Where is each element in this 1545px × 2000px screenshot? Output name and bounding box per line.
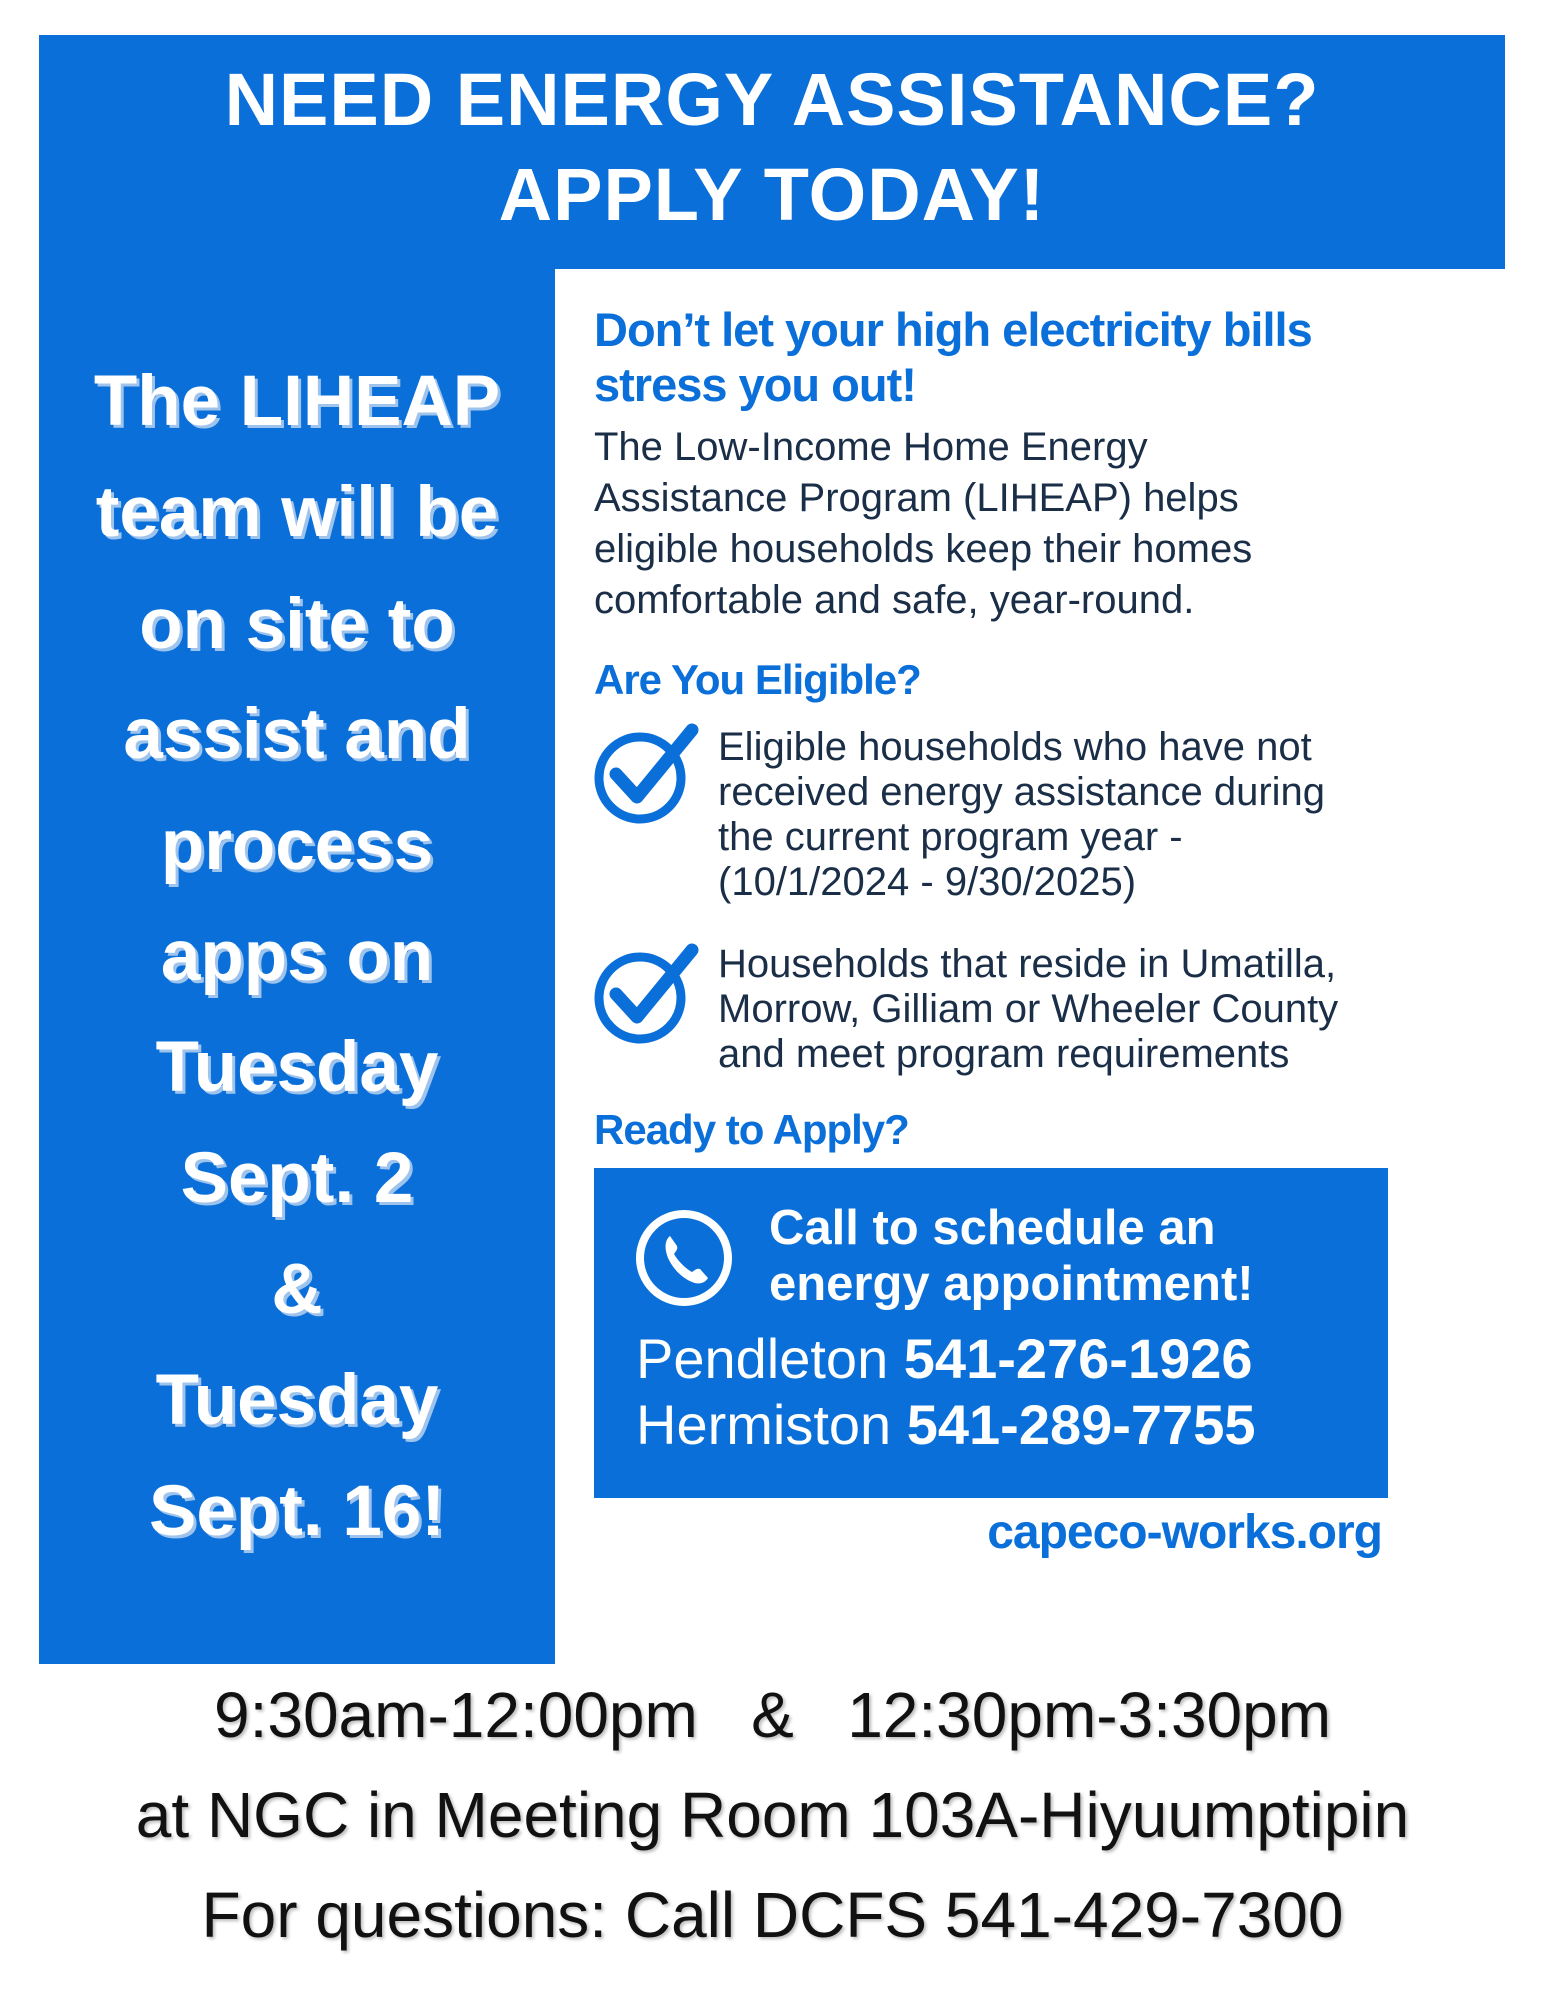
meeting-location: at NGC in Meeting Room 103A-Hiyuumptipin [135,1779,1410,1851]
checkmark-circle-icon [592,722,702,826]
schedule-line: Tuesday [155,1361,439,1440]
hermiston-line [636,1392,1255,1457]
schedule-line: Sept. 16! [149,1472,445,1551]
schedule-line: Sept. 2 [180,1139,414,1218]
intro-body-line: comfortable and safe, year-round. [594,578,1195,622]
apply-heading: Ready to Apply? [594,1106,909,1153]
schedule-line: assist and [123,695,471,774]
call-heading-line-2: energy appointment! [769,1257,1254,1311]
eligibility-item-2-line: and meet program requirements [718,1032,1290,1076]
pendleton-phone[interactable]: 541-276-1926 [903,1327,1253,1390]
schedule-line: & [271,1250,323,1329]
eligibility-item-2-line: Morrow, Gilliam or Wheeler County [718,987,1339,1031]
eligibility-item-1-line: received energy assistance during [718,770,1326,814]
eligibility-item-1-line: (10/1/2024 - 9/30/2025) [718,860,1137,904]
schedule-line: process [160,806,434,885]
schedule-line: The LIHEAP [93,362,501,441]
intro-body-line: Assistance Program (LIHEAP) helps [594,476,1239,520]
call-box [594,1168,1388,1498]
phone-circle-icon [632,1206,736,1310]
eligibility-item-2-line: Households that reside in Umatilla, [718,942,1337,986]
hermiston-label: Hermiston [636,1393,892,1456]
website-link[interactable]: capeco-works.org [987,1506,1382,1559]
intro-heading-line-2: stress you out! [594,358,916,411]
intro-heading-line-1: Don’t let your high electricity bills [594,303,1312,356]
schedule-line: Tuesday [155,1028,439,1107]
hermiston-phone[interactable]: 541-289-7755 [906,1393,1256,1456]
header-banner [39,35,1505,269]
questions-contact: For questions: Call DCFS 541-429-7300 [201,1879,1344,1951]
schedule-line: on site to [139,585,455,664]
session-times: 9:30am-12:00pm & 12:30pm-3:30pm [213,1679,1332,1751]
schedule-line: team will be [95,473,499,552]
eligibility-heading: Are You Eligible? [594,656,921,703]
header-title-line-1: NEED ENERGY ASSISTANCE? [224,58,1320,141]
pendleton-line [636,1326,1253,1391]
intro-body-line: The Low-Income Home Energy [594,425,1148,469]
schedule-line: apps on [160,917,434,996]
intro-body-line: eligible households keep their homes [594,527,1253,571]
schedule-panel [39,269,555,1664]
eligibility-item-1-line: the current program year - [718,815,1183,859]
checkmark-circle-icon [592,942,702,1046]
header-title-line-2: APPLY TODAY! [498,153,1046,236]
pendleton-label: Pendleton [636,1327,889,1390]
eligibility-item-1-line: Eligible households who have not [718,725,1312,769]
call-heading-line-1: Call to schedule an [769,1201,1216,1255]
